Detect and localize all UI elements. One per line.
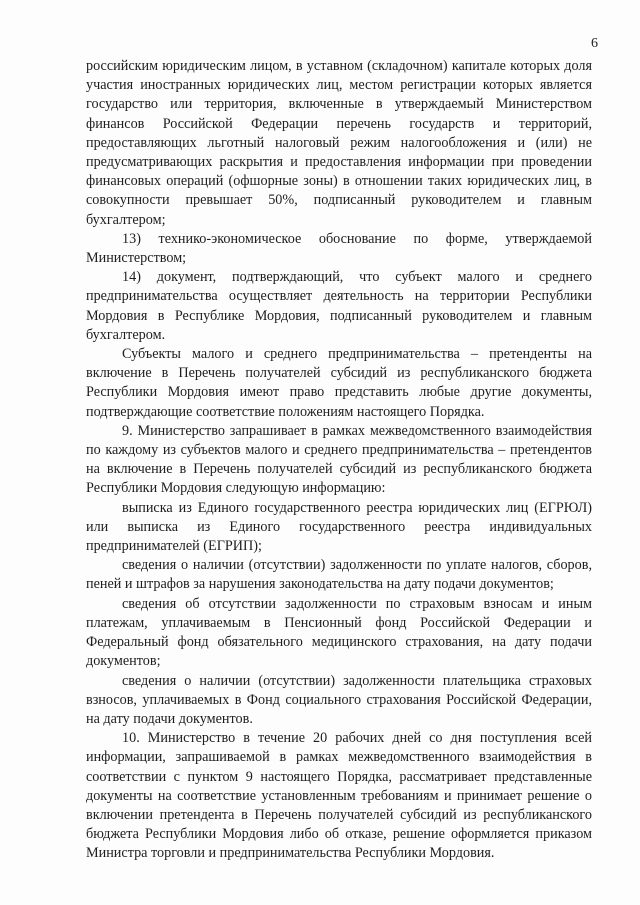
paragraph-item-13: 13) технико-экономическое обоснование по форме, утверждаемой Министерством;: [86, 230, 592, 267]
paragraph-section-9: 9. Министерство запрашивает в рамках межведомственного взаимодействия по каждому из субъектов малого и среднего предпринимательства – претендентов на включение в Перечень получателей субсидий из республиканского бюджета Республики Мордовия следующую информацию:: [86, 422, 592, 497]
paragraph-tax-debt-info: сведения о наличии (отсутствии) задолженности по уплате налогов, сборов, пеней и штрафов за нарушения законодательства на дату подачи документов;: [86, 557, 592, 593]
paragraph-pension-fund-info: сведения об отсутствии задолженности по страховым взносам и иным платежам, уплачиваемым в Пенсионный фонд Российской Федерации и Федеральный фонд обязательного медицинского страхования, на дату подачи документов;: [86, 595, 592, 670]
paragraph-section-10: 10. Министерство в течение 20 рабочих дней со дня поступления всей информации, запрашиваемой в рамках межведомственного взаимодействия в соответствии с пунктом 9 настоящего Порядка, рассматривает представленные документы на соответствие установленным требованиям и принимает решение о включении претендента в Перечень получателей субсидий из республиканского бюджета Республики Мордовия либо об отказе, решение оформляется приказом Министра торговли и предпринимательства Республики Мордовия.: [86, 730, 592, 862]
document-body: [86, 57, 592, 864]
paragraph-continuation: российским юридическим лицом, в уставном (складочном) капитале которых доля участия иностранных юридических лиц, местом регистрации которых является государство или территория, включенные в утверждаемый Министерством финансов Российской Федерации перечень государств и территорий, предоставляющих льготный налоговый режим налогообложения и (или) не предусматривающих раскрытия и предоставления информации при проведении финансовых операций (офшорные зоны) в отношении таких юридических лиц, в совокупности превышает 50%, подписанный руководителем и главным бухгалтером;: [86, 58, 592, 228]
paragraph-additional-documents: Субъекты малого и среднего предпринимательства – претенденты на включение в Перечень получателей субсидий из республиканского бюджета Республики Мордовия имеют право представить любые другие документы, подтверждающие соответствие положениям настоящего Порядка.: [86, 346, 592, 420]
paragraph-social-fund-info: сведения о наличии (отсутствии) задолженности плательщика страховых взносов, уплачиваемых в Фонд социального страхования Российской Федерации, на дату подачи документов.: [86, 672, 592, 727]
paragraph-egrul-extract: выписка из Единого государственного реестра юридических лиц (ЕГРЮЛ) или выписка из Единого государственного реестра индивидуальных предпринимателей (ЕГРИП);: [86, 499, 592, 555]
paragraph-item-14: 14) документ, подтверждающий, что субъект малого и среднего предпринимательства осуществляет деятельность на территории Республики Мордовия в Республике Мордовия, подписанный руководителем и главным бухгалтером.: [86, 269, 592, 343]
page-number: 6: [591, 36, 598, 51]
